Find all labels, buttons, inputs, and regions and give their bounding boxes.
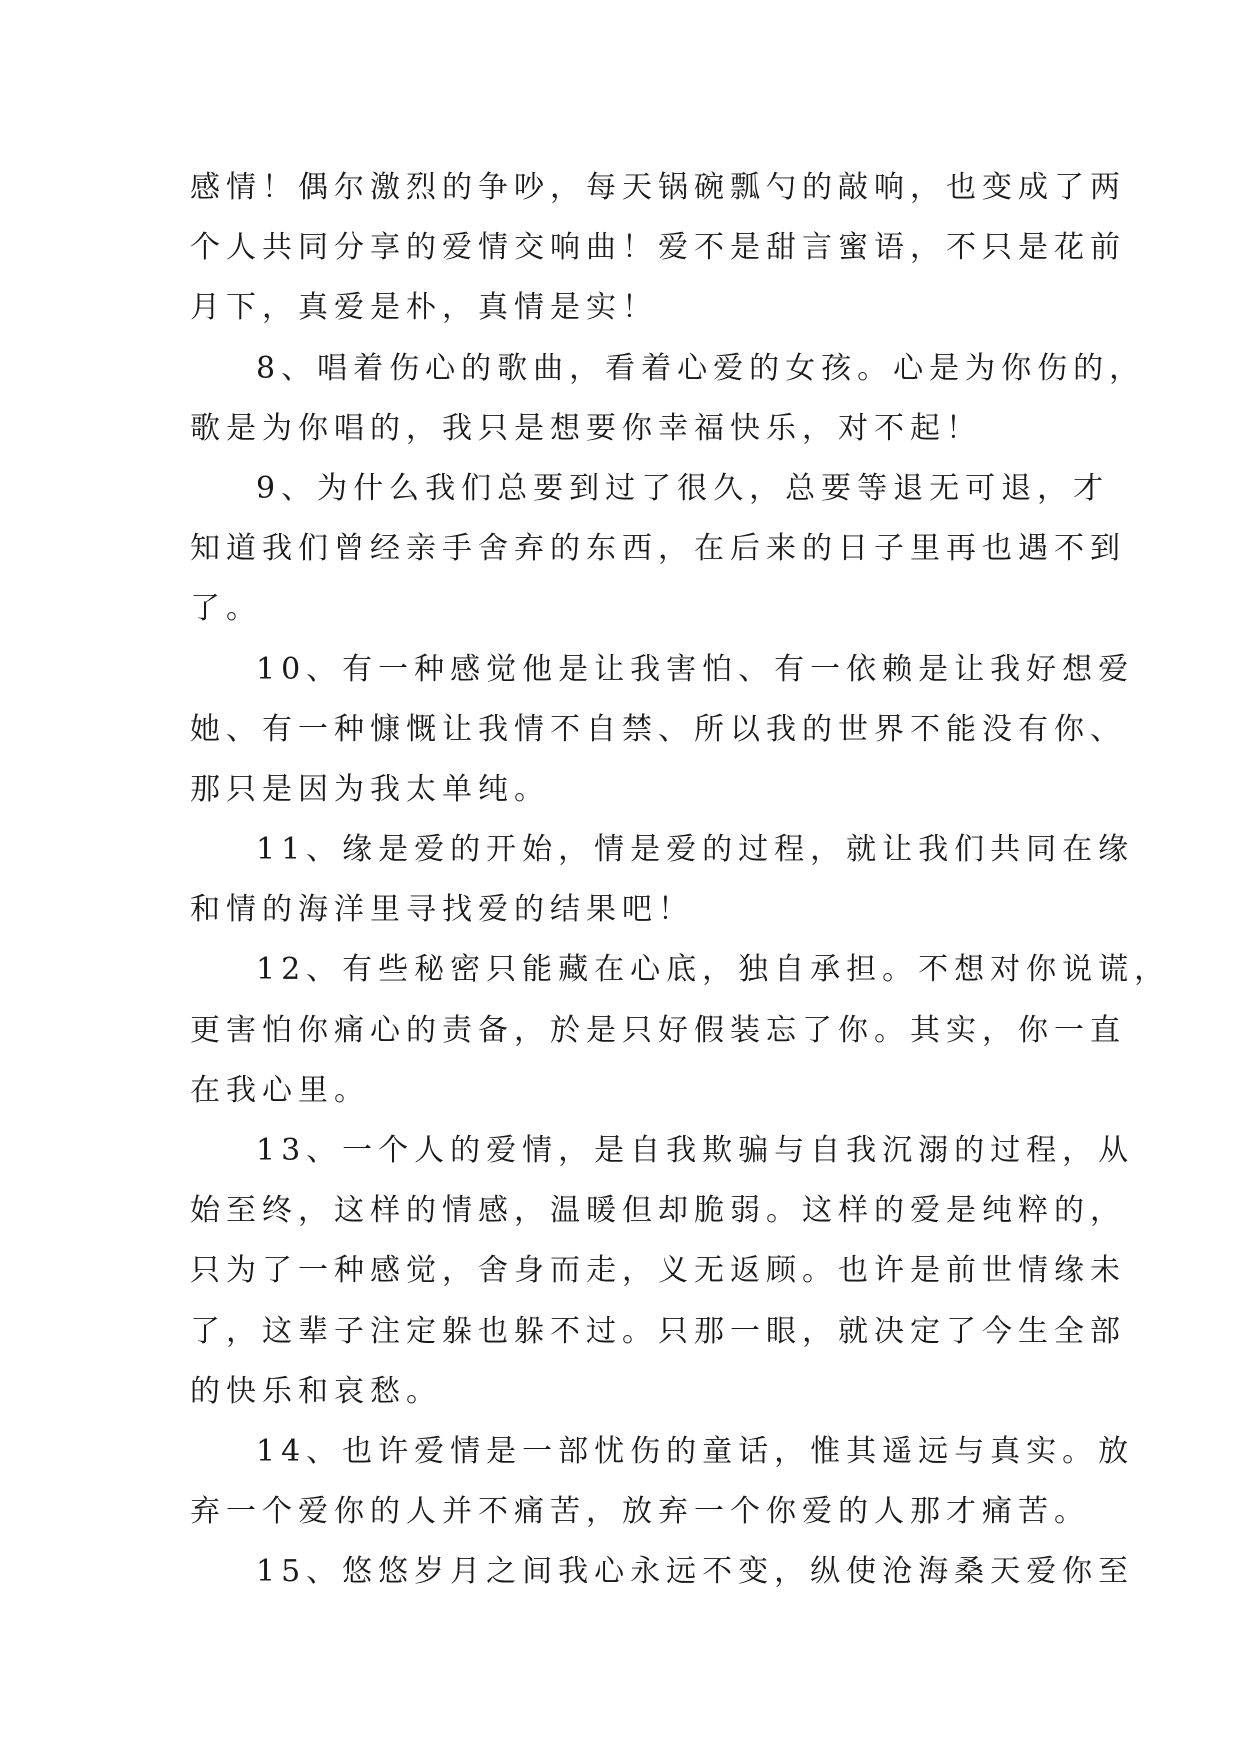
text-line: 弃一个爱你的人并不痛苦，放弃一个你爱的人那才痛苦。: [190, 1494, 1090, 1530]
text-line: 了，这辈子注定躲也躲不过。只那一眼，就决定了今生全部: [190, 1313, 1126, 1349]
text-line: 她、有一种慷慨让我情不自禁、所以我的世界不能没有你、: [190, 711, 1126, 747]
paragraph-9: [190, 459, 1126, 640]
text-line: 14、也许爱情是一部忧伤的童话，惟其遥远与真实。放: [256, 1433, 1135, 1469]
paragraph-12: [190, 940, 1171, 1121]
text-line: 了。: [190, 591, 262, 627]
text-line: 12、有些秘密只能藏在心底，独自承担。不想对你说谎，: [256, 952, 1171, 988]
text-line: 的快乐和哀愁。: [190, 1373, 442, 1409]
text-line: 感情！偶尔激烈的争吵，每天锅碗瓢勺的敲响，也变成了两: [190, 170, 1126, 205]
text-line: 个人共同分享的爱情交响曲！爱不是甜言蜜语，不只是花前: [190, 230, 1126, 266]
text-line: 月下，真爱是朴，真情是实！: [190, 290, 658, 326]
paragraph-15: [190, 1542, 1135, 1602]
text-line: 11、缘是爱的开始，情是爱的过程，就让我们共同在缘: [256, 832, 1135, 868]
text-line: 只为了一种感觉，舍身而走，义无返顾。也许是前世情缘未: [190, 1253, 1126, 1289]
text-line: 始至终，这样的情感，温暖但却脆弱。这样的爱是纯粹的，: [190, 1193, 1126, 1229]
paragraph-14: [190, 1422, 1135, 1542]
paragraph-13: [190, 1121, 1135, 1422]
paragraph-11: [190, 820, 1135, 940]
text-line: 那只是因为我太单纯。: [190, 771, 550, 807]
text-line: 13、一个人的爱情，是自我欺骗与自我沉溺的过程，从: [256, 1133, 1135, 1168]
text-line: 在我心里。: [190, 1072, 370, 1108]
body-text: [190, 158, 1171, 1603]
text-line: 10、有一种感觉他是让我害怕、有一依赖是让我好想爱: [256, 651, 1135, 687]
paragraph-7-continued: [190, 158, 1126, 339]
text-line: 更害怕你痛心的责备，於是只好假装忘了你。其实，你一直: [190, 1012, 1126, 1048]
text-line: 歌是为你唱的，我只是想要你幸福快乐，对不起！: [190, 410, 982, 446]
text-line: 15、悠悠岁月之间我心永远不变，纵使沧海桑天爱你至: [256, 1554, 1135, 1590]
text-line: 8、唱着伤心的歌曲，看着心爱的女孩。心是为你伤的，: [256, 350, 1146, 386]
text-line: 9、为什么我们总要到过了很久，总要等退无可退，才: [256, 470, 1110, 506]
text-line: 知道我们曾经亲手舍弃的东西，在后来的日子里再也遇不到: [190, 531, 1126, 567]
paragraph-10: [190, 640, 1135, 821]
text-line: 和情的海洋里寻找爱的结果吧！: [190, 892, 694, 928]
paragraph-8: [190, 339, 1146, 459]
